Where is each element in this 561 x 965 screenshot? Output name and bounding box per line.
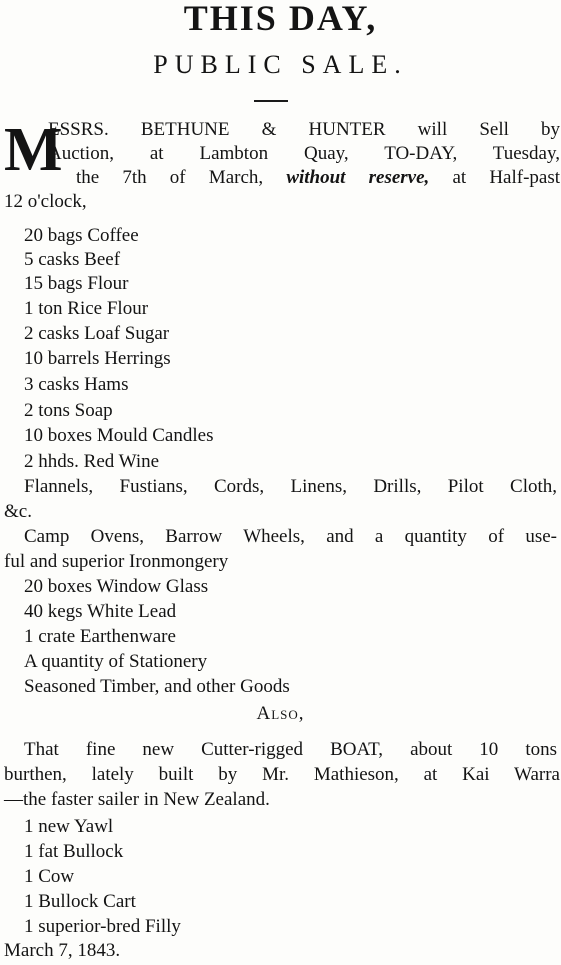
- intro-line-3-start: the 7th of March,: [76, 167, 287, 188]
- subheadline: PUBLIC SALE.: [153, 50, 408, 79]
- flannels-line-2: &c.: [4, 501, 32, 522]
- camp-ovens-line-1: Camp Ovens, Barrow Wheels, and a quantity of use-: [24, 526, 557, 547]
- boat-line-1: That fine new Cutter-rigged BOAT, about 10 tons: [24, 739, 557, 760]
- list-item: 40 kegs White Lead: [24, 601, 177, 622]
- intro-line-3: [76, 166, 560, 190]
- list-item: 1 Bullock Cart: [24, 891, 136, 912]
- list-item: 1 new Yawl: [24, 816, 114, 837]
- drop-cap: M: [4, 116, 63, 184]
- list-item: 1 Cow: [24, 866, 75, 887]
- intro-line-1: ESSRS. BETHUNE & HUNTER will Sell by: [48, 119, 560, 140]
- headline: THIS DAY,: [183, 0, 378, 38]
- list-item: 2 hhds. Red Wine: [24, 451, 160, 472]
- list-item: 3 casks Hams: [24, 374, 129, 395]
- list-item: 1 crate Earthenware: [24, 626, 176, 647]
- list-item: 1 superior-bred Filly: [24, 916, 181, 937]
- divider-rule: [254, 100, 288, 102]
- without-reserve-text: without reserve,: [286, 167, 430, 188]
- flannels-line-1: Flannels, Fustians, Cords, Linens, Drills, Pilot Cloth,: [24, 476, 557, 497]
- intro-line-3-end: at Half-past: [429, 167, 561, 188]
- list-item: 20 boxes Window Glass: [24, 576, 209, 597]
- boat-line-3: —the faster sailer in New Zealand.: [4, 789, 270, 810]
- list-item: 10 boxes Mould Candles: [24, 425, 214, 446]
- list-item: 15 bags Flour: [24, 273, 129, 294]
- list-item: 5 casks Beef: [24, 249, 121, 270]
- camp-ovens-line-2: ful and superior Ironmongery: [4, 551, 229, 572]
- list-item: 2 casks Loaf Sugar: [24, 323, 170, 344]
- intro-line-2: Auction, at Lambton Quay, TO-DAY, Tuesday,: [48, 143, 560, 164]
- date-line: March 7, 1843.: [4, 940, 121, 961]
- intro-line-4: 12 o'clock,: [4, 191, 87, 212]
- list-item: 2 tons Soap: [24, 400, 113, 421]
- list-item: 1 ton Rice Flour: [24, 298, 149, 319]
- list-item: 10 barrels Herrings: [24, 348, 171, 369]
- list-item: 1 fat Bullock: [24, 841, 124, 862]
- list-item: Seasoned Timber, and other Goods: [24, 676, 290, 697]
- also-heading: Also,: [256, 703, 305, 724]
- list-item: 20 bags Coffee: [24, 225, 139, 246]
- list-item: A quantity of Stationery: [24, 651, 208, 672]
- boat-line-2: burthen, lately built by Mr. Mathieson, at Kai Warra: [4, 764, 560, 785]
